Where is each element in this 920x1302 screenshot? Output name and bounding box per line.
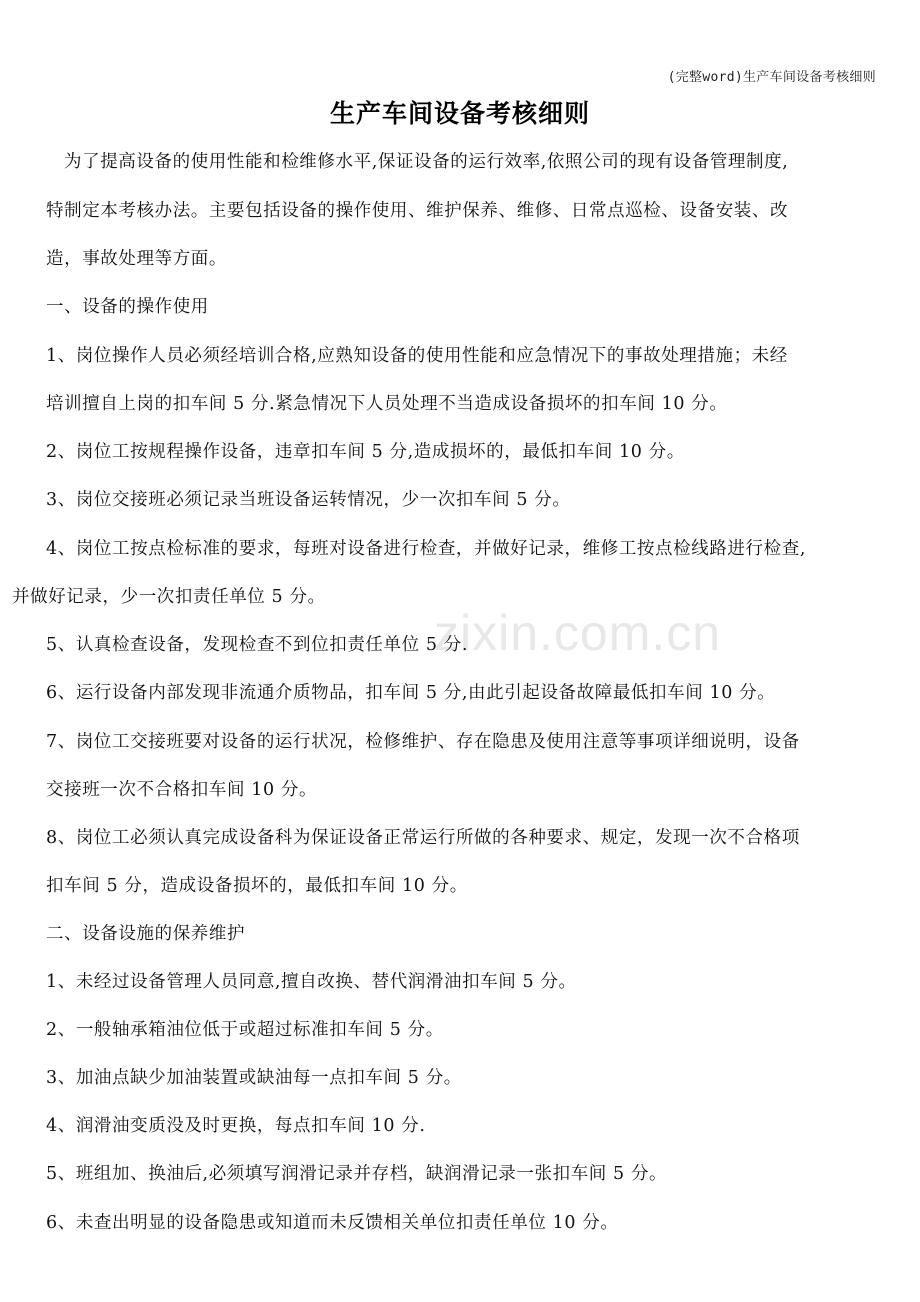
section-1-item-1-line-1: 1、岗位操作人员必须经培训合格,应熟知设备的使用性能和应急情况下的事故处理措施；未经 [46, 346, 788, 366]
document-title: 生产车间设备考核细则 [329, 99, 590, 128]
section-2-item-3: 3、加油点缺少加油装置或缺油每一点扣车间 5 分。 [46, 1068, 462, 1088]
section-1-item-6: 6、运行设备内部发现非流通介质物品，扣车间 5 分,由此引起设备故障最低扣车间 10 分。 [46, 683, 776, 703]
section-1-item-3: 3、岗位交接班必须记录当班设备运转情况，少一次扣车间 5 分。 [46, 490, 571, 510]
section-1-item-5: 5、认真检查设备，发现检查不到位扣责任单位 5 分. [46, 635, 469, 655]
section-1-item-4-line-1: 4、岗位工按点检标准的要求，每班对设备进行检查，并做好记录，维修工按点检线路进行检查, [46, 539, 806, 559]
header-note: (完整word)生产车间设备考核细则 [667, 70, 876, 85]
section-2-item-6: 6、未查出明显的设备隐患或知道而未反馈相关单位扣责任单位 10 分。 [46, 1213, 619, 1233]
section-1-item-7-line-1: 7、岗位工交接班要对设备的运行状况，检修维护、存在隐患及使用注意等事项详细说明，设备 [46, 732, 800, 752]
section-1-item-7-line-2: 交接班一次不合格扣车间 10 分。 [46, 780, 318, 800]
section-2-item-4: 4、润滑油变质没及时更换，每点扣车间 10 分. [46, 1116, 426, 1136]
section-1-item-2: 2、岗位工按规程操作设备，违章扣车间 5 分,造成损坏的，最低扣车间 10 分。 [46, 442, 685, 462]
section-2-item-1: 1、未经过设备管理人员同意,擅自改换、替代润滑油扣车间 5 分。 [46, 972, 577, 992]
section-1-item-8-line-1: 8、岗位工必须认真完成设备科为保证设备正常运行所做的各种要求、规定，发现一次不合格项 [46, 828, 800, 848]
intro-line-3: 造，事故处理等方面。 [46, 249, 227, 269]
section-1-heading: 一、设备的操作使用 [46, 297, 209, 317]
section-2-item-5: 5、班组加、换油后,必须填写润滑记录并存档，缺润滑记录一张扣车间 5 分。 [46, 1164, 668, 1184]
section-1-item-4-line-2: 并做好记录，少一次扣责任单位 5 分。 [12, 587, 326, 607]
intro-line-2: 特制定本考核办法。主要包括设备的操作使用、维护保养、维修、日常点巡检、设备安装、改 [46, 201, 789, 221]
section-2-item-2: 2、一般轴承箱油位低于或超过标准扣车间 5 分。 [46, 1020, 444, 1040]
section-1-item-8-line-2: 扣车间 5 分，造成设备损坏的，最低扣车间 10 分。 [46, 876, 468, 896]
section-1-item-1-line-2: 培训擅自上岗的扣车间 5 分.紧急情况下人员处理不当造成设备损坏的扣车间 10 分。 [46, 394, 728, 414]
section-2-heading: 二、设备设施的保养维护 [46, 924, 246, 944]
intro-line-1: 为了提高设备的使用性能和检维修水平,保证设备的运行效率,依照公司的现有设备管理制度, [64, 152, 789, 172]
watermark: zixin.com.cn [434, 605, 722, 661]
